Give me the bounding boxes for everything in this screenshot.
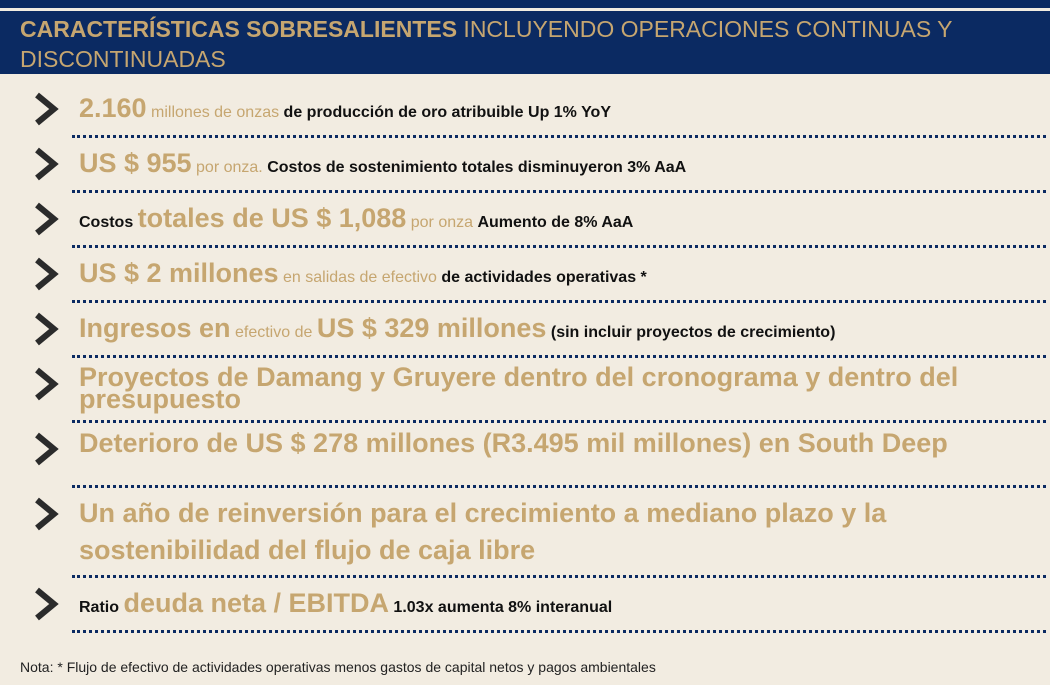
chevron-right-icon	[30, 587, 62, 621]
item-6-text: Proyectos de Damang y Gruyere dentro del cronograma y dentro del presupuesto	[79, 362, 959, 414]
item-2-text: Costos de sostenimiento totales disminuyeron 3% AaA	[267, 159, 687, 176]
item-3-unit: por onza	[406, 214, 478, 231]
chevron-right-icon	[30, 202, 62, 236]
chevron-right-icon	[30, 497, 62, 531]
header-stripe	[0, 8, 1050, 11]
item-1-text: de producción de oro atribuible Up 1% YoY	[283, 104, 611, 121]
divider	[72, 245, 1046, 248]
divider	[72, 485, 1046, 488]
chevron-right-icon	[30, 147, 62, 181]
divider	[72, 355, 1046, 358]
item-1-unit: millones de onzas	[146, 104, 284, 121]
chevron-right-icon	[30, 367, 62, 401]
item-5-label: Ingresos en	[79, 313, 231, 343]
chevron-right-icon	[30, 92, 62, 126]
item-4-figure: US $ 2 millones	[79, 258, 279, 288]
divider	[72, 420, 1046, 423]
item-7-text: Deterioro de US $ 278 millones (R3.495 mil millones) en South Deep	[79, 428, 948, 458]
title-bold: CARACTERÍSTICAS SOBRESALIENTES	[20, 16, 458, 42]
divider	[72, 300, 1046, 303]
item-4-text: de actividades operativas *	[441, 269, 647, 286]
divider	[72, 135, 1046, 138]
item-5-text: (sin incluir proyectos de crecimiento)	[546, 324, 836, 341]
item-9-figure: deuda neta / EBITDA	[123, 588, 389, 618]
header-bar	[0, 0, 1050, 74]
item-9-prefix: Ratio	[79, 599, 124, 616]
chevron-right-icon	[30, 257, 62, 291]
item-3-figure: totales de US $ 1,088	[137, 203, 407, 233]
item-3-text: Aumento de 8% AaA	[477, 214, 634, 231]
page-title	[20, 16, 1030, 76]
divider	[72, 575, 1046, 578]
item-2-unit: por onza.	[191, 159, 268, 176]
item-1-figure: 2.160	[79, 93, 147, 123]
item-5-figure: US $ 329 millones	[316, 313, 547, 343]
chevron-right-icon	[30, 432, 62, 466]
item-5-unit: efectivo de	[230, 324, 317, 341]
divider	[72, 190, 1046, 193]
item-3-prefix: Costos	[79, 214, 138, 231]
item-9-text: 1.03x aumenta 8% interanual	[388, 599, 613, 616]
title-rest: INCLUYENDO OPERACIONES CONTINUAS Y DISCONTINUADAS	[20, 16, 953, 72]
item-4-unit: en salidas de efectivo	[278, 269, 442, 286]
item-8-text: Un año de reinversión para el crecimiento a mediano plazo y la sostenibilidad del flujo de caja libre	[79, 498, 887, 565]
item-2-figure: US $ 955	[79, 148, 192, 178]
footnote: Nota: * Flujo de efectivo de actividades operativas menos gastos de capital netos y pagos ambientales	[20, 659, 656, 675]
chevron-right-icon	[30, 312, 62, 346]
divider	[72, 630, 1046, 633]
